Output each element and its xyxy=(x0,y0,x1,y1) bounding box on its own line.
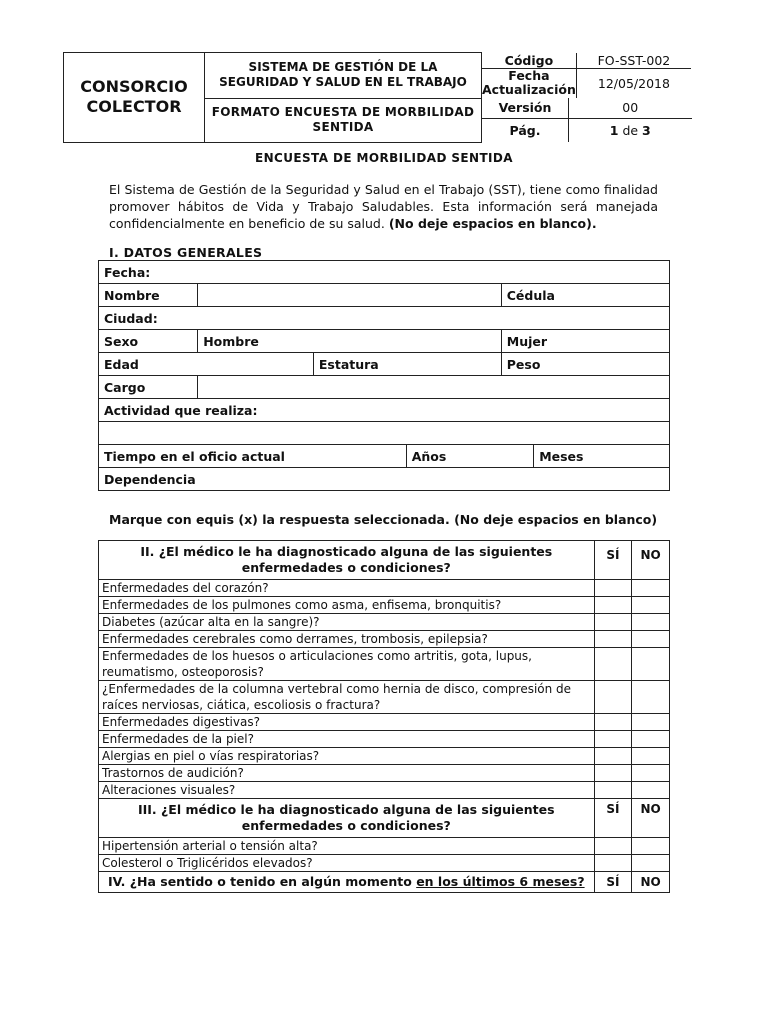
section3-question: Colesterol o Triglicéridos elevados? xyxy=(99,855,595,872)
section3-yes-checkbox[interactable] xyxy=(594,838,632,855)
section2-no-checkbox[interactable] xyxy=(632,580,670,597)
intro-text: El Sistema de Gestión de la Seguridad y Salud en el Trabajo (SST), tiene como finalidad promover hábitos de Vida y Trabajo Saludables. Esta información será manejada confidencialmente en beneficio de su salud. xyxy=(109,182,658,231)
nombre-label: Nombre xyxy=(99,284,198,307)
document-title: ENCUESTA DE MORBILIDAD SENTIDA xyxy=(255,151,513,165)
code-label-cell: Código xyxy=(482,53,576,69)
hombre-label: Hombre xyxy=(203,333,259,349)
section-4-title xyxy=(99,872,595,893)
table-row xyxy=(99,748,670,765)
section2-yes-checkbox[interactable] xyxy=(594,731,632,748)
tiempo-label: Tiempo en el oficio actual xyxy=(104,448,285,464)
table-row xyxy=(99,597,670,614)
section2-question: Enfermedades de los huesos o articulaciones como artritis, gota, lupus, reumatismo, osteoporosis? xyxy=(99,648,595,681)
section3-no-checkbox[interactable] xyxy=(632,838,670,855)
dependencia-field[interactable] xyxy=(99,468,670,491)
section2-no-checkbox[interactable] xyxy=(632,748,670,765)
section-4-no-header: NO xyxy=(632,872,670,893)
section2-question: ¿Enfermedades de la columna vertebral como hernia de disco, compresión de raíces nerviosas, ciática, escoliosis o fractura? xyxy=(99,681,595,714)
version-value-cell: 00 xyxy=(569,98,692,118)
tiempo-field xyxy=(99,445,407,468)
section2-no-checkbox[interactable] xyxy=(632,614,670,631)
section-4-yes-header: SÍ xyxy=(594,872,632,893)
table-row xyxy=(99,580,670,597)
mujer-option[interactable] xyxy=(501,330,669,353)
page-total: 3 xyxy=(642,122,651,138)
estatura-field[interactable] xyxy=(313,353,501,376)
estatura-label: Estatura xyxy=(318,356,379,372)
anos-label: Años xyxy=(411,448,447,464)
section2-yes-checkbox[interactable] xyxy=(594,580,632,597)
section3-question: Hipertensión arterial o tensión alta? xyxy=(99,838,595,855)
section-3-rows xyxy=(99,838,670,872)
section-4-title-underlined: en los últimos 6 meses? xyxy=(416,874,585,889)
table-row xyxy=(99,838,670,855)
section3-yes-checkbox[interactable] xyxy=(594,855,632,872)
fecha-field[interactable] xyxy=(99,261,670,284)
section2-yes-checkbox[interactable] xyxy=(594,597,632,614)
version-label-cell: Versión xyxy=(482,98,569,118)
actividad-label-row xyxy=(99,399,670,422)
intro-paragraph xyxy=(109,181,658,232)
section2-question: Trastornos de audición? xyxy=(99,765,595,782)
format-title-cell: FORMATO ENCUESTA DE MORBILIDAD SENTIDA xyxy=(205,98,482,142)
section3-no-checkbox[interactable] xyxy=(632,855,670,872)
table-row xyxy=(99,714,670,731)
section2-no-checkbox[interactable] xyxy=(632,631,670,648)
section2-no-checkbox[interactable] xyxy=(632,597,670,614)
table-row xyxy=(99,855,670,872)
section2-yes-checkbox[interactable] xyxy=(594,714,632,731)
section2-no-checkbox[interactable] xyxy=(632,765,670,782)
section-2-yes-header: SÍ xyxy=(594,541,632,580)
page-current: 1 xyxy=(609,122,619,138)
table-row xyxy=(99,614,670,631)
instruction-text: Marque con equis (x) la respuesta seleccionada. (No deje espacios en blanco) xyxy=(109,512,658,527)
page-value-cell xyxy=(569,118,692,142)
section2-yes-checkbox[interactable] xyxy=(594,782,632,799)
nombre-field[interactable] xyxy=(198,284,502,307)
page-sep: de xyxy=(622,122,639,138)
meta-bottom xyxy=(482,98,692,142)
code-value-cell: FO-SST-002 xyxy=(576,53,691,69)
section2-no-checkbox[interactable] xyxy=(632,731,670,748)
section-4-title-prefix: IV. ¿Ha sentido o tenido en algún momento xyxy=(107,874,412,889)
meta-top xyxy=(482,53,691,99)
section-3-yes-header: SÍ xyxy=(594,799,632,838)
meta-bottom-cell xyxy=(482,98,692,142)
section-2-no-header: NO xyxy=(632,541,670,580)
cedula-label: Cédula xyxy=(506,287,555,303)
edad-field[interactable] xyxy=(99,353,314,376)
section2-question: Diabetes (azúcar alta en la sangre)? xyxy=(99,614,595,631)
cargo-label: Cargo xyxy=(99,376,198,399)
section2-yes-checkbox[interactable] xyxy=(594,748,632,765)
meses-label: Meses xyxy=(539,448,584,464)
section2-question: Alergias en piel o vías respiratorias? xyxy=(99,748,595,765)
page-label-cell: Pág. xyxy=(482,118,569,142)
fecha-label: Fecha: xyxy=(104,264,151,280)
meta-top-cell xyxy=(482,53,692,99)
company-line1: CONSORCIO xyxy=(80,77,188,97)
section2-yes-checkbox[interactable] xyxy=(594,648,632,681)
table-row xyxy=(99,731,670,748)
system-title-cell: SISTEMA DE GESTIÓN DE LA SEGURIDAD Y SALUD EN EL TRABAJO xyxy=(205,53,482,99)
ciudad-field[interactable] xyxy=(99,307,670,330)
section-3-title: III. ¿El médico le ha diagnosticado alguna de las siguientes enfermedades o condiciones? xyxy=(99,799,595,838)
cedula-field[interactable] xyxy=(501,284,669,307)
dependencia-label: Dependencia xyxy=(104,471,196,487)
section2-no-checkbox[interactable] xyxy=(632,648,670,681)
section2-question: Enfermedades de la piel? xyxy=(99,731,595,748)
section2-no-checkbox[interactable] xyxy=(632,714,670,731)
section2-yes-checkbox[interactable] xyxy=(594,681,632,714)
cargo-field[interactable] xyxy=(198,376,670,399)
intro-note: (No deje espacios en blanco). xyxy=(388,216,597,231)
ciudad-label: Ciudad: xyxy=(104,310,158,326)
section2-question: Enfermedades cerebrales como derrames, trombosis, epilepsia? xyxy=(99,631,595,648)
table-row xyxy=(99,631,670,648)
company-cell xyxy=(64,53,205,143)
section2-yes-checkbox[interactable] xyxy=(594,614,632,631)
date-label-cell: Fecha Actualización xyxy=(482,68,576,98)
section2-yes-checkbox[interactable] xyxy=(594,631,632,648)
peso-field[interactable] xyxy=(501,353,669,376)
header-frame xyxy=(63,52,692,143)
section-2-rows xyxy=(99,580,670,799)
table-row xyxy=(99,765,670,782)
section2-question: Enfermedades digestivas? xyxy=(99,714,595,731)
edad-label: Edad xyxy=(104,356,139,372)
general-data-table xyxy=(98,260,670,491)
diseases-table xyxy=(98,540,670,893)
section2-question: Alteraciones visuales? xyxy=(99,782,595,799)
meses-field[interactable] xyxy=(534,445,670,468)
actividad-label: Actividad que realiza: xyxy=(104,402,258,418)
section2-question: Enfermedades de los pulmones como asma, enfisema, bronquitis? xyxy=(99,597,595,614)
table-row xyxy=(99,782,670,799)
company-line2: COLECTOR xyxy=(86,97,182,117)
peso-label: Peso xyxy=(506,356,541,372)
section2-no-checkbox[interactable] xyxy=(632,782,670,799)
section2-no-checkbox[interactable] xyxy=(632,681,670,714)
section2-yes-checkbox[interactable] xyxy=(594,765,632,782)
section2-question: Enfermedades del corazón? xyxy=(99,580,595,597)
section-3-no-header: NO xyxy=(632,799,670,838)
date-value-cell: 12/05/2018 xyxy=(576,68,691,98)
section-2-title: II. ¿El médico le ha diagnosticado alguna de las siguientes enfermedades o condiciones? xyxy=(99,541,595,580)
mujer-label: Mujer xyxy=(506,333,548,349)
hombre-option[interactable] xyxy=(198,330,502,353)
sexo-label: Sexo xyxy=(99,330,198,353)
table-row xyxy=(99,648,670,681)
section-1-title: I. DATOS GENERALES xyxy=(109,245,263,260)
anos-field[interactable] xyxy=(406,445,533,468)
table-row xyxy=(99,681,670,714)
actividad-field[interactable] xyxy=(99,422,670,445)
